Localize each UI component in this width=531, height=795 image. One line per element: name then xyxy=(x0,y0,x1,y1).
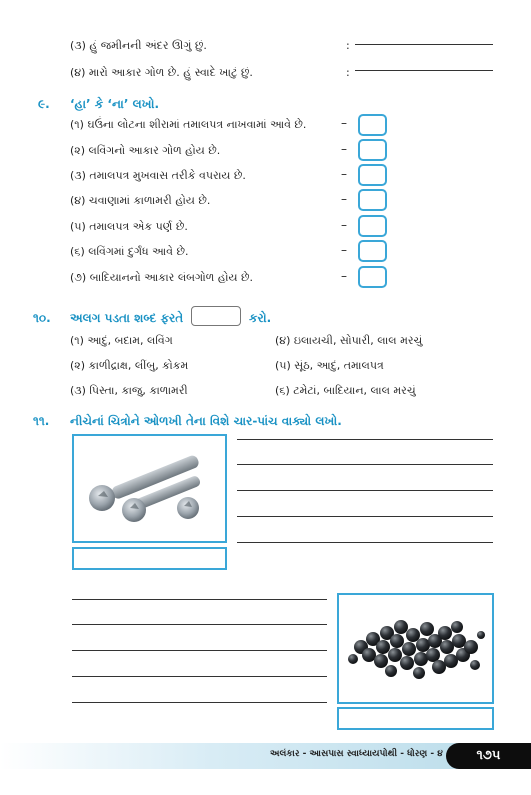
q9-answer-box-6[interactable] xyxy=(358,240,387,262)
q10-left-2: (૨) કાળીદ્રાક્ષ, લીંબુ, કોકમ xyxy=(70,359,189,372)
q9-number: ૯. xyxy=(38,97,50,111)
q11-title: નીચેનાં ચિત્રોને ઓળખી તેના વિશે ચાર-પાંચ વાક્યો લખો. xyxy=(70,414,342,428)
clove-picture xyxy=(74,436,225,541)
q10-title-after: કરો. xyxy=(249,311,272,325)
q8-item-3-answer-line[interactable] xyxy=(355,44,493,45)
q10-right-2: (૫) સૂંઠ, આદું, તમાલપત્ર xyxy=(275,359,384,372)
q10-right-3: (૬) ટમેટાં, બાદિયાન, લાલ મરચું xyxy=(275,384,416,397)
q8-item-3: (૩) હું જમીનની અંદર ઊગું છું. xyxy=(70,39,207,52)
q11-writing-line-4[interactable] xyxy=(237,516,493,517)
q8-item-3-colon: : xyxy=(346,39,350,52)
q9-answer-box-7[interactable] xyxy=(358,266,387,288)
q9-dash-3: – xyxy=(341,167,347,181)
black-pepper-picture-frame xyxy=(337,593,494,704)
q9-item-2: (૨) લવિંગનો આકાર ગોળ હોય છે. xyxy=(70,144,221,157)
q11-writing-line-2[interactable] xyxy=(237,464,493,465)
q11-writing-line-8[interactable] xyxy=(72,650,327,651)
page-number: ૧૭૫ xyxy=(446,743,531,769)
clove-answer-box[interactable] xyxy=(72,547,227,570)
q9-answer-box-4[interactable] xyxy=(358,189,387,211)
black-pepper-answer-box[interactable] xyxy=(337,707,494,730)
q9-dash-6: – xyxy=(341,243,347,257)
q9-answer-box-2[interactable] xyxy=(358,139,387,161)
q10-left-1: (૧) આદું, બદામ, લવિંગ xyxy=(70,334,173,347)
q11-writing-line-9[interactable] xyxy=(72,676,327,677)
q11-writing-line-1[interactable] xyxy=(237,439,493,440)
q11-writing-line-3[interactable] xyxy=(237,490,493,491)
q8-item-4-colon: : xyxy=(346,66,350,79)
q9-dash-4: – xyxy=(341,192,347,206)
q9-dash-7: – xyxy=(341,269,347,283)
q9-dash-1: – xyxy=(341,116,347,130)
q9-dash-2: – xyxy=(341,142,347,156)
footer-book-title: અલંકાર - આસપાસ સ્વાધ્યાયપોથી - ધોરણ - ૪ xyxy=(270,749,443,759)
q11-number: ૧૧. xyxy=(33,414,50,428)
q9-answer-box-5[interactable] xyxy=(358,215,387,237)
q10-title-box xyxy=(191,306,241,326)
q9-dash-5: – xyxy=(341,218,347,232)
clove-picture-frame xyxy=(72,434,227,543)
q10-number: ૧૦. xyxy=(33,311,51,325)
q8-item-4: (૪) મારો આકાર ગોળ છે. હું સ્વાદે ખાટું છું. xyxy=(70,66,253,79)
q9-answer-box-1[interactable] xyxy=(358,114,387,136)
black-pepper-picture xyxy=(339,595,492,702)
q10-right-1: (૪) ઇલાયચી, સોપારી, લાલ મરચું xyxy=(275,334,423,347)
q9-item-6: (૬) લવિંગમાં દુર્ગંધ આવે છે. xyxy=(70,245,189,258)
q9-item-1: (૧) ઘઉંના લોટના શીરામાં તમાલપત્ર નાખવામાં આવે છે. xyxy=(70,118,307,131)
q11-writing-line-10[interactable] xyxy=(72,702,327,703)
q9-item-4: (૪) ચવાણામાં કાળામરી હોય છે. xyxy=(70,194,211,207)
q9-item-3: (૩) તમાલપત્ર મુખવાસ તરીકે વપરાય છે. xyxy=(70,169,246,182)
q8-item-4-answer-line[interactable] xyxy=(355,70,493,71)
q9-item-5: (૫) તમાલપત્ર એક પર્ણ છે. xyxy=(70,220,188,233)
q11-writing-line-5[interactable] xyxy=(237,542,493,543)
q11-writing-line-6[interactable] xyxy=(72,599,327,600)
q9-title: ‘હા’ કે ‘ના’ લખો. xyxy=(70,97,160,111)
q9-item-7: (૭) બાદિયાનનો આકાર લંબગોળ હોય છે. xyxy=(70,271,253,284)
q11-writing-line-7[interactable] xyxy=(72,624,327,625)
q9-answer-box-3[interactable] xyxy=(358,164,387,186)
q10-left-3: (૩) પિસ્તા, કાજુ, કાળામરી xyxy=(70,384,188,397)
q10-title-before: અલગ પડતા શબ્દ ફરતે xyxy=(70,311,184,325)
